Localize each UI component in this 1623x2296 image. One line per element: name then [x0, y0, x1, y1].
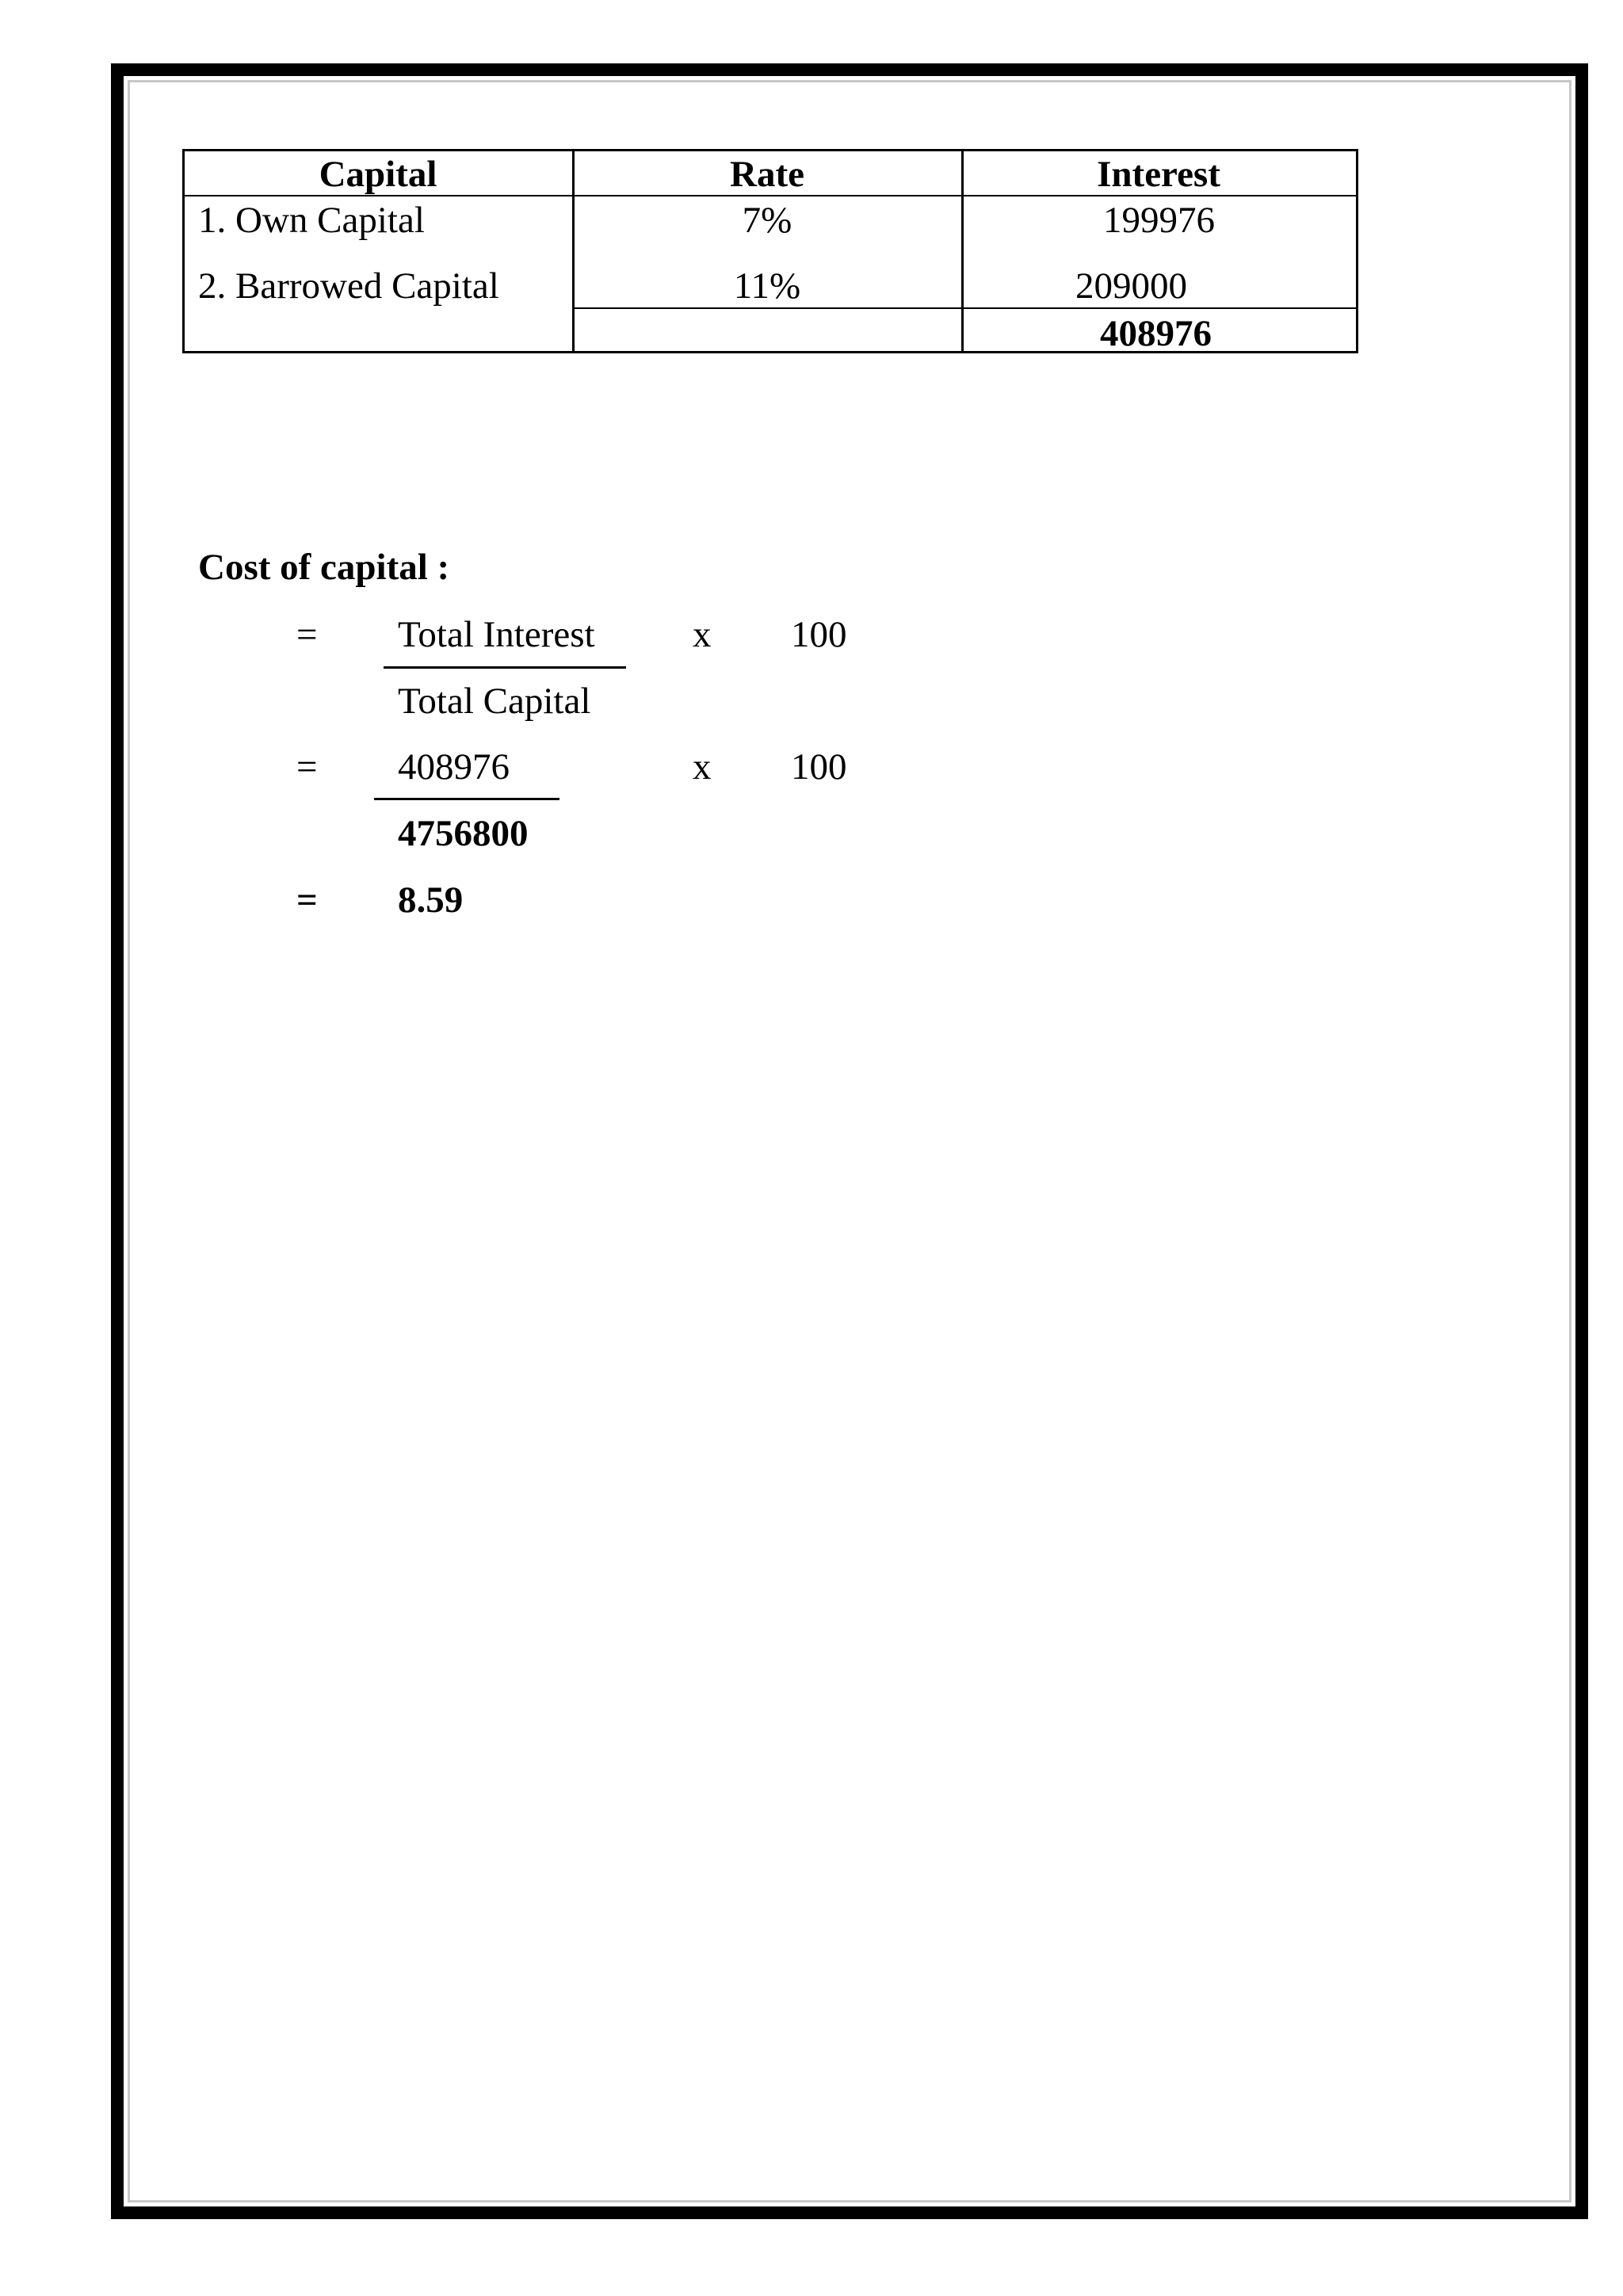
row-2-interest: 209000: [1075, 265, 1187, 307]
denominator-1: Total Capital: [398, 681, 591, 722]
numerator-1: Total Interest: [398, 614, 595, 655]
eq-sign-3: =: [296, 879, 318, 921]
header-interest: Interest: [1097, 154, 1220, 195]
numerator-2: 408976: [398, 746, 510, 788]
row-2-rate: 11%: [733, 265, 801, 307]
calc-heading: Cost of capital :: [198, 547, 450, 588]
row-1-rate: 7%: [742, 200, 792, 241]
page-border-inner: [128, 80, 1571, 2203]
denominator-2: 4756800: [398, 813, 529, 854]
fraction-bar-1: [384, 666, 626, 669]
header-capital: Capital: [319, 154, 437, 195]
header-rate: Rate: [730, 154, 804, 195]
row-1-capital: 1. Own Capital: [198, 200, 425, 241]
fraction-bar-2: [374, 798, 559, 800]
eq-sign-2: =: [296, 746, 318, 788]
times-1: x: [693, 614, 712, 655]
result-value: 8.59: [398, 879, 464, 921]
factor-1: 100: [791, 614, 847, 655]
row-2-capital: 2. Barrowed Capital: [198, 265, 499, 307]
total-interest: 408976: [1100, 313, 1212, 354]
times-2: x: [693, 746, 712, 788]
factor-2: 100: [791, 746, 847, 788]
row-1-interest: 199976: [1103, 200, 1215, 241]
eq-sign-1: =: [296, 614, 318, 655]
